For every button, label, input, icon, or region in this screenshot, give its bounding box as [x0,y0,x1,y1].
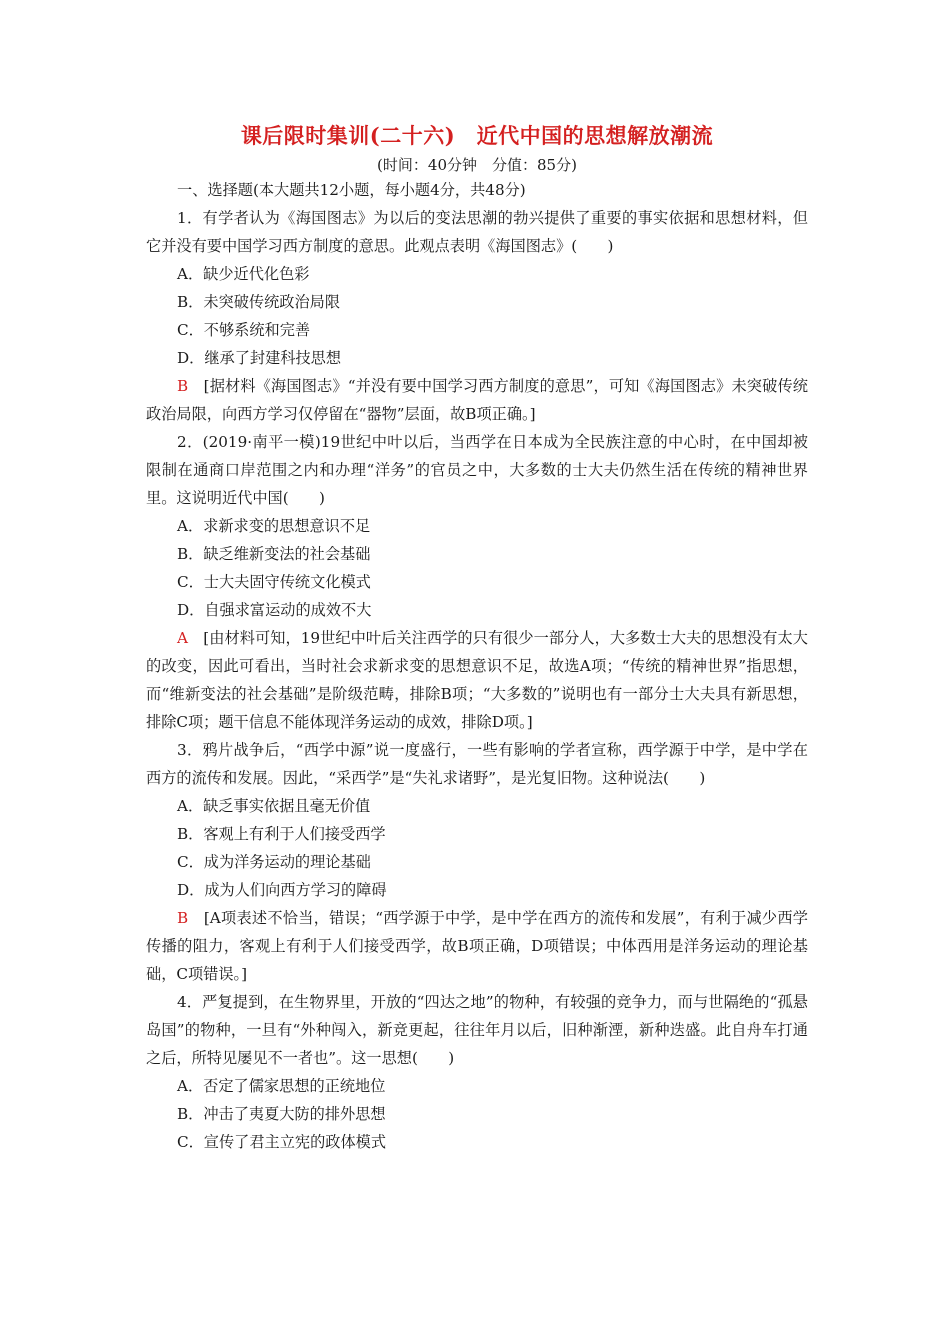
document-page [146,118,808,1156]
page-subtitle: (时间：40分钟 分值：85分) [377,156,577,174]
explanation-text: [由材料可知，19世纪中叶后关注西学的只有很少一部分人，大多数士大夫的思想没有太大的改变，因此可看出，当时社会求新求变的思想意识不足，故选A项；“传统的精神世界”指思想，而“维新变法的社会基础”是阶级范畴，排除B项；“大多数的”说明也有一部分士大夫具有新思想，排除C项；题干信息不能体现洋务运动的成效，排除D项。] [146,629,808,731]
option-a: A．否定了儒家思想的正统地位 [177,1077,386,1095]
question-4 [146,988,808,1156]
question-3 [146,736,808,988]
question-stem: 2．(2019·南平一模)19世纪中叶以后，当西学在日本成为全民族注意的中心时，在中国却被限制在通商口岸范围之内和办理“洋务”的官员之中，大多数的士大夫仍然生活在传统的精神世界里。这说明近代中国( ) [146,433,808,507]
answer-explanation [146,372,808,428]
option-b: B．客观上有利于人们接受西学 [177,825,386,843]
explanation-text: [A项表述不恰当，错误；“西学源于中学，是中学在西方的流传和发展”，有利于减少西学传播的阻力，客观上有利于人们接受西学，故B项正确，D项错误；中体西用是洋务运动的理论基础，C项错误。] [146,909,808,983]
question-2 [146,428,808,736]
option-b: B．冲击了夷夏大防的排外思想 [177,1105,386,1123]
option-a: A．求新求变的思想意识不足 [177,517,371,535]
option-c: C．宣传了君主立宪的政体模式 [177,1133,387,1151]
option-b: B．缺乏维新变法的社会基础 [177,545,371,563]
section-heading: 一、选择题(本大题共12小题，每小题4分，共48分) [177,181,526,199]
option-c: C．士大夫固守传统文化模式 [177,573,371,591]
option-d: D．成为人们向西方学习的障碍 [177,881,387,899]
option-a: A．缺少近代化色彩 [177,265,310,283]
option-d: D．继承了封建科技思想 [177,349,342,367]
question-stem: 3．鸦片战争后，“西学中源”说一度盛行，一些有影响的学者宣称，西学源于中学，是中学在西方的流传和发展。因此，“采西学”是“失礼求诸野”，是光复旧物。这种说法( ) [146,741,808,787]
answer-letter: A [177,629,188,647]
explanation-text: [据材料《海国图志》“并没有要中国学习西方制度的意思”，可知《海国图志》未突破传统政治局限，向西方学习仅停留在“器物”层面，故B项正确。] [146,377,808,423]
question-1 [146,204,808,428]
question-stem: 1．有学者认为《海国图志》为以后的变法思潮的勃兴提供了重要的事实依据和思想材料，但它并没有要中国学习西方制度的意思。此观点表明《海国图志》( ) [146,209,808,255]
option-a: A．缺乏事实依据且毫无价值 [177,797,371,815]
option-b: B．未突破传统政治局限 [177,293,341,311]
option-d: D．自强求富运动的成效不大 [177,601,372,619]
answer-letter: B [177,909,189,927]
question-stem: 4．严复提到，在生物界里，开放的“四达之地”的物种，有较强的竞争力，而与世隔绝的“孤悬岛国”的物种，一旦有“外种闯入，新竞更起，往往年月以后，旧种渐湮，新种迭盛。此自舟车打通之后，所特见屡见不一者也”。这一思想( ) [146,993,808,1067]
option-c: C．成为洋务运动的理论基础 [177,853,371,871]
answer-explanation [146,904,808,988]
answer-letter: B [177,377,189,395]
page-title: 课后限时集训(二十六) 近代中国的思想解放潮流 [240,123,714,148]
answer-explanation [146,624,808,736]
option-c: C．不够系统和完善 [177,321,311,339]
